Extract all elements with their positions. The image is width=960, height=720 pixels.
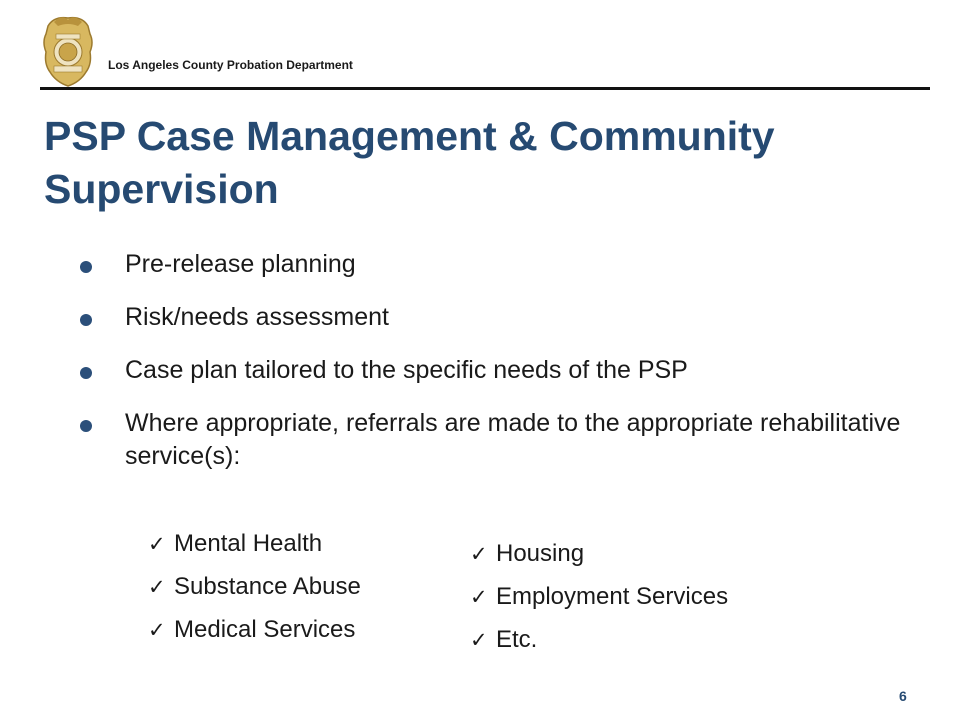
service-item (470, 581, 728, 613)
bullet-item (80, 301, 920, 334)
service-label: Substance Abuse (174, 573, 361, 600)
bullet-text: Where appropriate, referrals are made to the appropriate rehabilitative service(s): (125, 409, 901, 470)
bullet-text: Risk/needs assessment (125, 303, 390, 331)
header-divider (40, 87, 930, 90)
bullet-text: Pre-release planning (125, 250, 356, 278)
bullet-item (80, 407, 920, 473)
service-item (148, 614, 361, 646)
service-item (148, 528, 361, 560)
checkmark-icon: ✓ (470, 542, 488, 566)
checkmark-icon: ✓ (470, 585, 488, 609)
department-name: Los Angeles County Probation Department (108, 58, 353, 72)
checkmark-icon: ✓ (148, 575, 166, 599)
bullet-item (80, 354, 920, 387)
bullet-dot-icon (80, 367, 92, 379)
service-item (148, 571, 361, 603)
checkmark-icon: ✓ (148, 532, 166, 556)
bullet-item (80, 248, 920, 281)
service-label: Medical Services (174, 616, 356, 643)
service-item (470, 624, 728, 656)
page-number: 6 (899, 688, 907, 704)
services-list-left (148, 528, 361, 657)
bullet-list (80, 248, 920, 493)
bullet-dot-icon (80, 420, 92, 432)
bullet-dot-icon (80, 314, 92, 326)
bullet-text: Case plan tailored to the specific needs of the PSP (125, 356, 688, 384)
service-label: Employment Services (496, 583, 729, 610)
service-label: Housing (496, 540, 585, 567)
bullet-dot-icon (80, 261, 92, 273)
checkmark-icon: ✓ (470, 628, 488, 652)
slide-title: PSP Case Management & Community Supervision (44, 113, 775, 213)
checkmark-icon: ✓ (148, 618, 166, 642)
probation-badge-icon (40, 12, 96, 88)
service-label: Etc. (496, 626, 538, 653)
service-item (470, 538, 728, 570)
services-list-right (470, 538, 728, 667)
service-label: Mental Health (174, 530, 323, 557)
